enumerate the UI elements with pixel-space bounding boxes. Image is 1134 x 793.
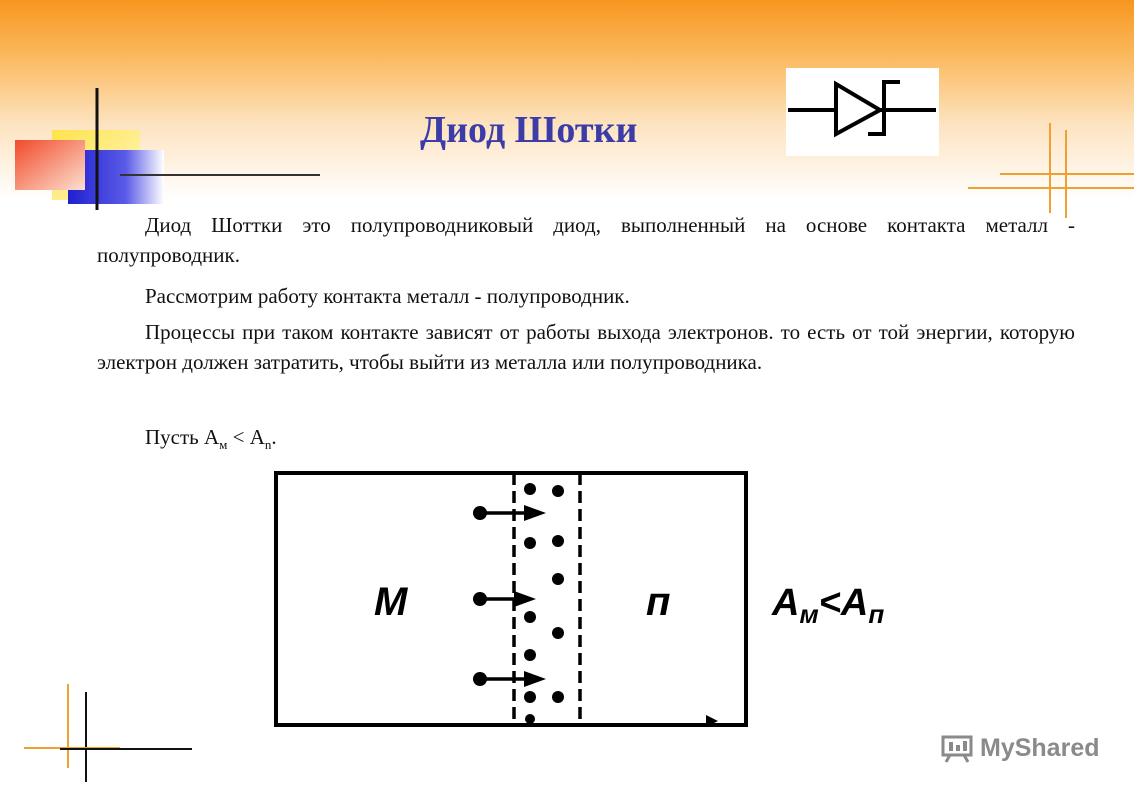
presentation-board-icon xyxy=(940,733,974,763)
paragraph-definition: Диод Шоттки это полупроводниковый диод, выполненный на основе контакта металл - полупроводник. xyxy=(97,213,1075,267)
deco-red-square xyxy=(15,140,85,190)
work-function-relation: Ам<Ап xyxy=(772,582,885,629)
paragraph-condition: Пусть $А_м < А_n$. xyxy=(145,425,277,453)
paragraph-consider: Рассмотрим работу контакта металл - полупроводник. xyxy=(145,284,630,308)
metal-semiconductor-contact-diagram xyxy=(262,465,922,735)
electron-arrow-top xyxy=(473,505,546,521)
right-decoration xyxy=(960,118,1134,218)
electron-arrow-middle xyxy=(473,591,536,607)
myshared-watermark xyxy=(940,730,1100,766)
metal-label: М xyxy=(374,580,408,624)
watermark-my: My xyxy=(980,733,1015,762)
watermark-shared: Shared xyxy=(1014,733,1100,762)
depletion-charges xyxy=(524,483,564,724)
electron-arrow-bottom xyxy=(473,671,546,687)
left-decoration xyxy=(0,80,320,220)
bottom-left-decoration xyxy=(20,682,200,793)
schottky-diode-symbol-icon xyxy=(786,68,939,156)
slide-title: Диод Шотки xyxy=(420,109,638,151)
paragraph-processes: Процессы при таком контакте зависят от работы выхода электронов. то есть от той энергии, которую электрон должен затратить, чтобы выйти из металла или полупроводника. xyxy=(97,320,1075,374)
semiconductor-label: п xyxy=(646,580,671,624)
